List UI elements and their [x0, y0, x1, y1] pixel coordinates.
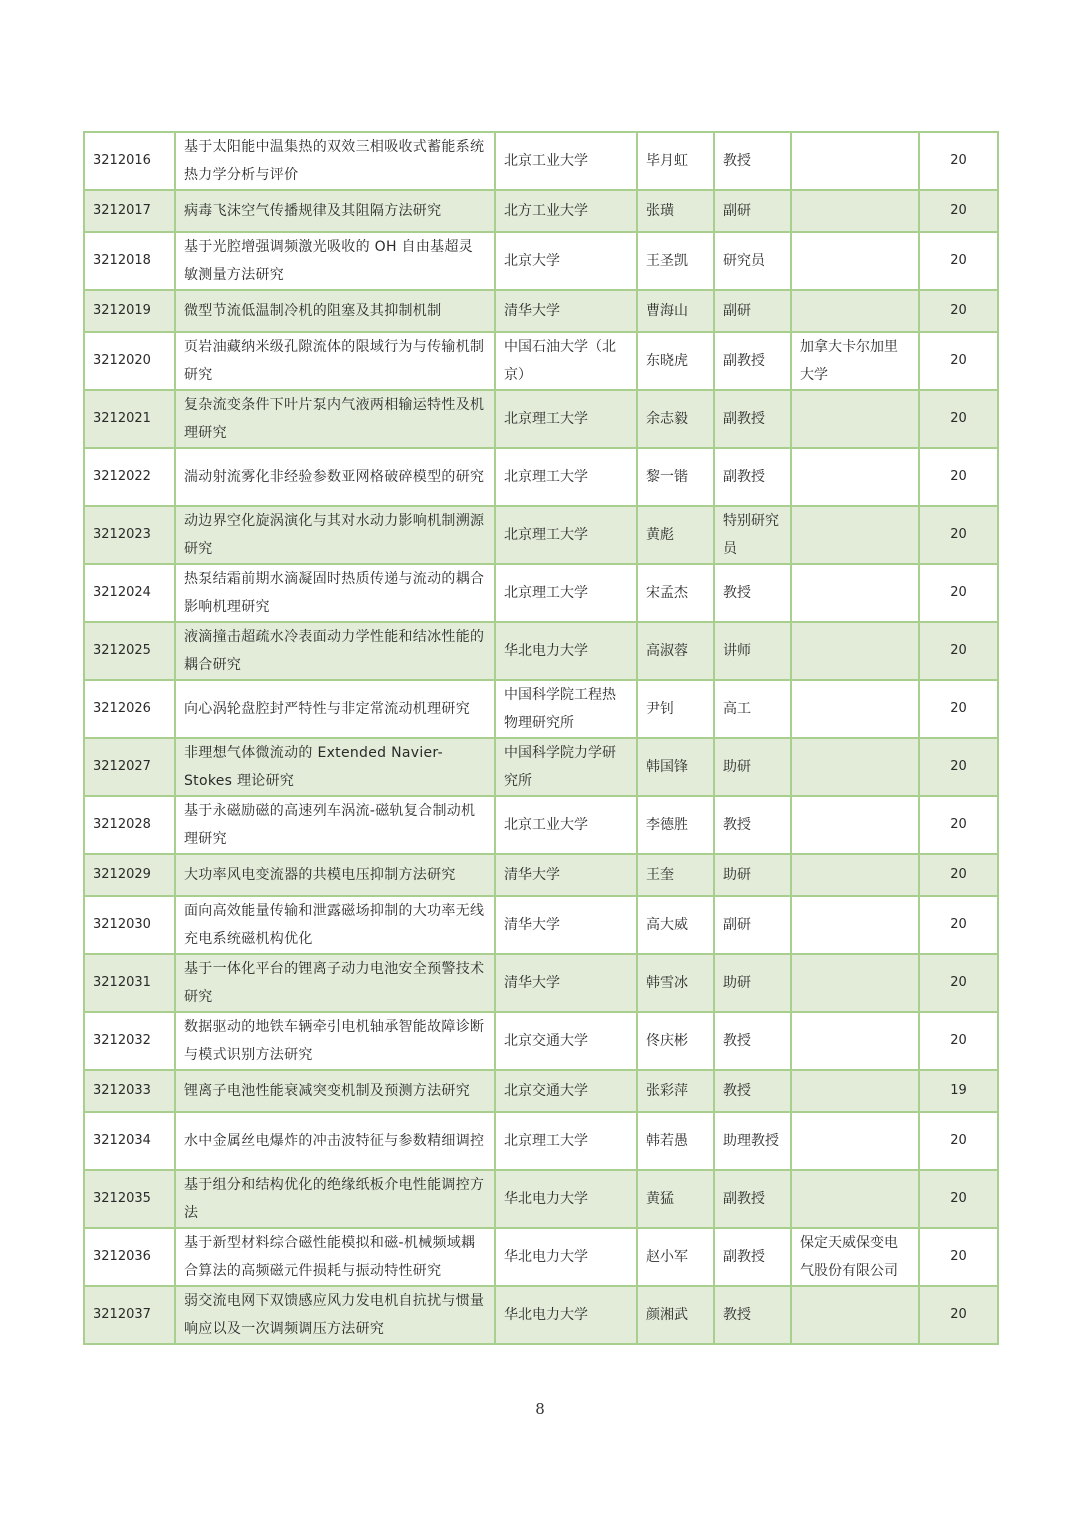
researcher-name-cell: 余志毅	[637, 390, 714, 448]
project-id-cell: 3212031	[84, 954, 175, 1012]
researcher-name-cell: 尹钊	[637, 680, 714, 738]
position-cell: 助理教授	[714, 1112, 791, 1170]
organization-cell: 华北电力大学	[495, 622, 637, 680]
organization-cell: 北京交通大学	[495, 1012, 637, 1070]
partner-cell	[791, 680, 919, 738]
project-id-cell: 3212029	[84, 854, 175, 896]
project-id-cell: 3212024	[84, 564, 175, 622]
score-cell: 20	[919, 332, 998, 390]
partner-cell	[791, 796, 919, 854]
table-row	[84, 564, 998, 622]
score-cell: 20	[919, 290, 998, 332]
partner-cell	[791, 622, 919, 680]
project-id-cell: 3212034	[84, 1112, 175, 1170]
researcher-name-cell: 韩若愚	[637, 1112, 714, 1170]
position-cell: 副教授	[714, 390, 791, 448]
score-cell: 20	[919, 1228, 998, 1286]
organization-cell: 北京理工大学	[495, 1112, 637, 1170]
project-id-cell: 3212018	[84, 232, 175, 290]
project-title-cell: 大功率风电变流器的共模电压抑制方法研究	[175, 854, 495, 896]
table-row	[84, 232, 998, 290]
project-id-cell: 3212020	[84, 332, 175, 390]
researcher-name-cell: 韩国锋	[637, 738, 714, 796]
project-id-cell: 3212019	[84, 290, 175, 332]
project-title-cell: 数据驱动的地铁车辆牵引电机轴承智能故障诊断与模式识别方法研究	[175, 1012, 495, 1070]
score-cell: 20	[919, 390, 998, 448]
project-id-cell: 3212023	[84, 506, 175, 564]
partner-cell	[791, 738, 919, 796]
researcher-name-cell: 李德胜	[637, 796, 714, 854]
project-id-cell: 3212032	[84, 1012, 175, 1070]
project-title-cell: 页岩油藏纳米级孔隙流体的限域行为与传输机制研究	[175, 332, 495, 390]
table-row	[84, 1286, 998, 1344]
researcher-name-cell: 王圣凯	[637, 232, 714, 290]
position-cell: 教授	[714, 1012, 791, 1070]
position-cell: 特别研究员	[714, 506, 791, 564]
project-title-cell: 复杂流变条件下叶片泵内气液两相输运特性及机理研究	[175, 390, 495, 448]
partner-cell	[791, 1070, 919, 1112]
organization-cell: 华北电力大学	[495, 1228, 637, 1286]
partner-cell	[791, 190, 919, 232]
position-cell: 教授	[714, 796, 791, 854]
page-number: 8	[535, 1400, 545, 1418]
position-cell: 副教授	[714, 332, 791, 390]
organization-cell: 北京大学	[495, 232, 637, 290]
project-id-cell: 3212016	[84, 132, 175, 190]
organization-cell: 清华大学	[495, 290, 637, 332]
project-title-cell: 微型节流低温制冷机的阻塞及其抑制机制	[175, 290, 495, 332]
partner-cell	[791, 506, 919, 564]
partner-cell: 保定天威保变电气股份有限公司	[791, 1228, 919, 1286]
project-title-cell: 基于永磁励磁的高速列车涡流-磁轨复合制动机理研究	[175, 796, 495, 854]
researcher-name-cell: 赵小军	[637, 1228, 714, 1286]
score-cell: 20	[919, 896, 998, 954]
partner-cell	[791, 1012, 919, 1070]
score-cell: 20	[919, 1286, 998, 1344]
researcher-name-cell: 黄彪	[637, 506, 714, 564]
score-cell: 20	[919, 506, 998, 564]
table-row	[84, 854, 998, 896]
score-cell: 20	[919, 954, 998, 1012]
table-row	[84, 1228, 998, 1286]
project-title-cell: 面向高效能量传输和泄露磁场抑制的大功率无线充电系统磁机构优化	[175, 896, 495, 954]
score-cell: 20	[919, 564, 998, 622]
organization-cell: 北京工业大学	[495, 796, 637, 854]
project-id-cell: 3212021	[84, 390, 175, 448]
researcher-name-cell: 张彩萍	[637, 1070, 714, 1112]
project-title-cell: 动边界空化旋涡演化与其对水动力影响机制溯源研究	[175, 506, 495, 564]
score-cell: 20	[919, 448, 998, 506]
project-title-cell: 病毒飞沫空气传播规律及其阻隔方法研究	[175, 190, 495, 232]
researcher-name-cell: 黎一锴	[637, 448, 714, 506]
table-row	[84, 738, 998, 796]
score-cell: 20	[919, 232, 998, 290]
project-id-cell: 3212033	[84, 1070, 175, 1112]
organization-cell: 中国科学院力学研究所	[495, 738, 637, 796]
partner-cell	[791, 854, 919, 896]
researcher-name-cell: 毕月虹	[637, 132, 714, 190]
position-cell: 教授	[714, 564, 791, 622]
table-row	[84, 680, 998, 738]
project-id-cell: 3212037	[84, 1286, 175, 1344]
project-id-cell: 3212036	[84, 1228, 175, 1286]
position-cell: 助研	[714, 854, 791, 896]
table-row	[84, 1070, 998, 1112]
project-title-cell: 弱交流电网下双馈感应风力发电机自抗扰与惯量响应以及一次调频调压方法研究	[175, 1286, 495, 1344]
table-row	[84, 896, 998, 954]
partner-cell	[791, 132, 919, 190]
score-cell: 20	[919, 796, 998, 854]
table-row	[84, 954, 998, 1012]
project-title-cell: 基于太阳能中温集热的双效三相吸收式蓄能系统热力学分析与评价	[175, 132, 495, 190]
score-cell: 20	[919, 854, 998, 896]
project-id-cell: 3212022	[84, 448, 175, 506]
partner-cell	[791, 564, 919, 622]
score-cell: 20	[919, 738, 998, 796]
project-id-cell: 3212035	[84, 1170, 175, 1228]
table-row	[84, 290, 998, 332]
organization-cell: 北京理工大学	[495, 448, 637, 506]
project-title-cell: 液滴撞击超疏水冷表面动力学性能和结冰性能的耦合研究	[175, 622, 495, 680]
project-id-cell: 3212027	[84, 738, 175, 796]
table-row	[84, 190, 998, 232]
partner-cell	[791, 896, 919, 954]
project-id-cell: 3212028	[84, 796, 175, 854]
project-title-cell: 非理想气体微流动的 Extended Navier-Stokes 理论研究	[175, 738, 495, 796]
score-cell: 20	[919, 1012, 998, 1070]
organization-cell: 北京理工大学	[495, 506, 637, 564]
partner-cell	[791, 232, 919, 290]
project-title-cell: 基于一体化平台的锂离子动力电池安全预警技术研究	[175, 954, 495, 1012]
project-title-cell: 向心涡轮盘腔封严特性与非定常流动机理研究	[175, 680, 495, 738]
project-table	[83, 131, 999, 1345]
organization-cell: 北京理工大学	[495, 564, 637, 622]
position-cell: 副教授	[714, 448, 791, 506]
organization-cell: 中国石油大学（北京）	[495, 332, 637, 390]
project-title-cell: 基于光腔增强调频激光吸收的 OH 自由基超灵敏测量方法研究	[175, 232, 495, 290]
table-body	[84, 132, 998, 1344]
position-cell: 副研	[714, 190, 791, 232]
position-cell: 副研	[714, 290, 791, 332]
table-row	[84, 1012, 998, 1070]
table-row	[84, 506, 998, 564]
score-cell: 20	[919, 1170, 998, 1228]
score-cell: 20	[919, 622, 998, 680]
organization-cell: 北京工业大学	[495, 132, 637, 190]
position-cell: 研究员	[714, 232, 791, 290]
organization-cell: 北京理工大学	[495, 390, 637, 448]
organization-cell: 北方工业大学	[495, 190, 637, 232]
table-row	[84, 448, 998, 506]
table-row	[84, 390, 998, 448]
partner-cell	[791, 1170, 919, 1228]
project-title-cell: 锂离子电池性能衰减突变机制及预测方法研究	[175, 1070, 495, 1112]
project-id-cell: 3212025	[84, 622, 175, 680]
researcher-name-cell: 高淑蓉	[637, 622, 714, 680]
position-cell: 教授	[714, 132, 791, 190]
partner-cell	[791, 954, 919, 1012]
organization-cell: 中国科学院工程热物理研究所	[495, 680, 637, 738]
researcher-name-cell: 张璜	[637, 190, 714, 232]
score-cell: 19	[919, 1070, 998, 1112]
researcher-name-cell: 黄猛	[637, 1170, 714, 1228]
table-row	[84, 332, 998, 390]
researcher-name-cell: 宋孟杰	[637, 564, 714, 622]
position-cell: 副教授	[714, 1228, 791, 1286]
score-cell: 20	[919, 1112, 998, 1170]
table-row	[84, 796, 998, 854]
project-id-cell: 3212017	[84, 190, 175, 232]
position-cell: 教授	[714, 1070, 791, 1112]
organization-cell: 清华大学	[495, 896, 637, 954]
organization-cell: 华北电力大学	[495, 1286, 637, 1344]
researcher-name-cell: 高大威	[637, 896, 714, 954]
project-id-cell: 3212030	[84, 896, 175, 954]
score-cell: 20	[919, 132, 998, 190]
partner-cell	[791, 290, 919, 332]
score-cell: 20	[919, 680, 998, 738]
organization-cell: 清华大学	[495, 954, 637, 1012]
project-title-cell: 湍动射流雾化非经验参数亚网格破碎模型的研究	[175, 448, 495, 506]
researcher-name-cell: 韩雪冰	[637, 954, 714, 1012]
project-title-cell: 热泵结霜前期水滴凝固时热质传递与流动的耦合影响机理研究	[175, 564, 495, 622]
position-cell: 教授	[714, 1286, 791, 1344]
score-cell: 20	[919, 190, 998, 232]
researcher-name-cell: 佟庆彬	[637, 1012, 714, 1070]
researcher-name-cell: 王奎	[637, 854, 714, 896]
partner-cell	[791, 1112, 919, 1170]
table-row	[84, 622, 998, 680]
project-title-cell: 基于新型材料综合磁性能模拟和磁-机械频域耦合算法的高频磁元件损耗与振动特性研究	[175, 1228, 495, 1286]
position-cell: 讲师	[714, 622, 791, 680]
position-cell: 副教授	[714, 1170, 791, 1228]
researcher-name-cell: 颜湘武	[637, 1286, 714, 1344]
partner-cell	[791, 1286, 919, 1344]
partner-cell: 加拿大卡尔加里大学	[791, 332, 919, 390]
project-title-cell: 水中金属丝电爆炸的冲击波特征与参数精细调控	[175, 1112, 495, 1170]
researcher-name-cell: 曹海山	[637, 290, 714, 332]
table-row	[84, 1112, 998, 1170]
table-row	[84, 132, 998, 190]
position-cell: 助研	[714, 738, 791, 796]
table-row	[84, 1170, 998, 1228]
project-title-cell: 基于组分和结构优化的绝缘纸板介电性能调控方法	[175, 1170, 495, 1228]
researcher-name-cell: 东晓虎	[637, 332, 714, 390]
partner-cell	[791, 448, 919, 506]
organization-cell: 华北电力大学	[495, 1170, 637, 1228]
organization-cell: 清华大学	[495, 854, 637, 896]
position-cell: 副研	[714, 896, 791, 954]
organization-cell: 北京交通大学	[495, 1070, 637, 1112]
position-cell: 助研	[714, 954, 791, 1012]
project-id-cell: 3212026	[84, 680, 175, 738]
position-cell: 高工	[714, 680, 791, 738]
partner-cell	[791, 390, 919, 448]
